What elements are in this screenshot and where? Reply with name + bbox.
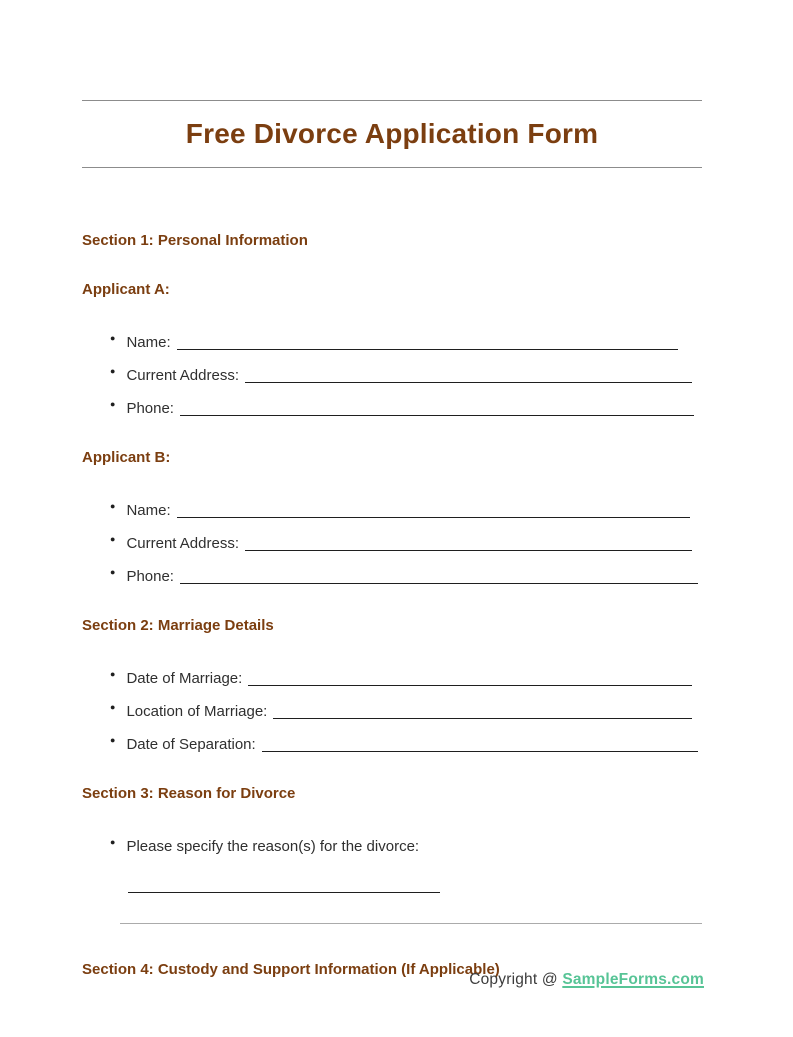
footer — [82, 970, 704, 990]
field-row-current-address — [110, 362, 702, 385]
blank-write-line — [180, 583, 698, 584]
brand-link[interactable]: SampleForms.com — [562, 971, 704, 988]
applicant-a-heading: Applicant A: — [82, 281, 170, 298]
field-label: Phone: — [126, 568, 174, 585]
applicant-a-fields — [82, 329, 702, 418]
applicant-b-fields — [82, 497, 702, 586]
title-top-divider — [82, 100, 702, 101]
bullet-icon: ● — [110, 567, 116, 577]
field-label: Current Address: — [126, 367, 239, 384]
field-row-current-address — [110, 530, 702, 553]
blank-write-line — [180, 415, 694, 416]
field-row-name — [110, 329, 702, 352]
bullet-icon: ● — [110, 501, 116, 511]
field-label: Date of Separation: — [126, 736, 256, 753]
field-row-phone — [110, 563, 702, 586]
blank-write-line — [245, 550, 692, 551]
section-4-heading: Section 4: Custody and Support Information (If Applicable) — [82, 961, 500, 978]
marriage-fields — [82, 665, 702, 754]
field-row-date-of-marriage — [110, 665, 702, 688]
field-label: Name: — [126, 334, 171, 351]
field-label: Name: — [126, 502, 171, 519]
bullet-icon: ● — [110, 837, 116, 847]
bullet-icon: ● — [110, 366, 116, 376]
page-title: Free Divorce Application Form — [185, 118, 599, 149]
bullet-icon: ● — [110, 669, 116, 679]
section-divider — [120, 923, 702, 924]
bullet-icon: ● — [110, 534, 116, 544]
field-row-name — [110, 497, 702, 520]
blank-write-line — [248, 685, 692, 686]
reason-fields — [82, 833, 702, 856]
field-row-date-of-separation — [110, 731, 702, 754]
copyright-text: Copyright @ — [469, 971, 563, 988]
blank-write-line — [245, 382, 692, 383]
title-bottom-divider — [82, 167, 702, 168]
field-label: Date of Marriage: — [126, 670, 243, 687]
blank-write-line — [177, 349, 678, 350]
bullet-icon: ● — [110, 735, 116, 745]
blank-write-line — [262, 751, 698, 752]
section-3-heading: Section 3: Reason for Divorce — [82, 785, 296, 802]
field-label: Current Address: — [126, 535, 239, 552]
blank-write-line — [177, 517, 690, 518]
bullet-icon: ● — [110, 399, 116, 409]
applicant-b-heading: Applicant B: — [82, 449, 171, 466]
document-content — [82, 0, 702, 979]
field-row-location-of-marriage — [110, 698, 702, 721]
section-1-heading: Section 1: Personal Information — [82, 232, 308, 249]
blank-write-line — [273, 718, 692, 719]
reason-write-line — [128, 892, 440, 893]
bullet-icon: ● — [110, 702, 116, 712]
section-2-heading: Section 2: Marriage Details — [82, 617, 274, 634]
bullet-icon: ● — [110, 333, 116, 343]
field-label: Please specify the reason(s) for the divorce: — [126, 838, 420, 855]
field-label: Location of Marriage: — [126, 703, 268, 720]
field-label: Phone: — [126, 400, 174, 417]
field-row-phone — [110, 395, 702, 418]
field-row-reason — [110, 833, 702, 856]
